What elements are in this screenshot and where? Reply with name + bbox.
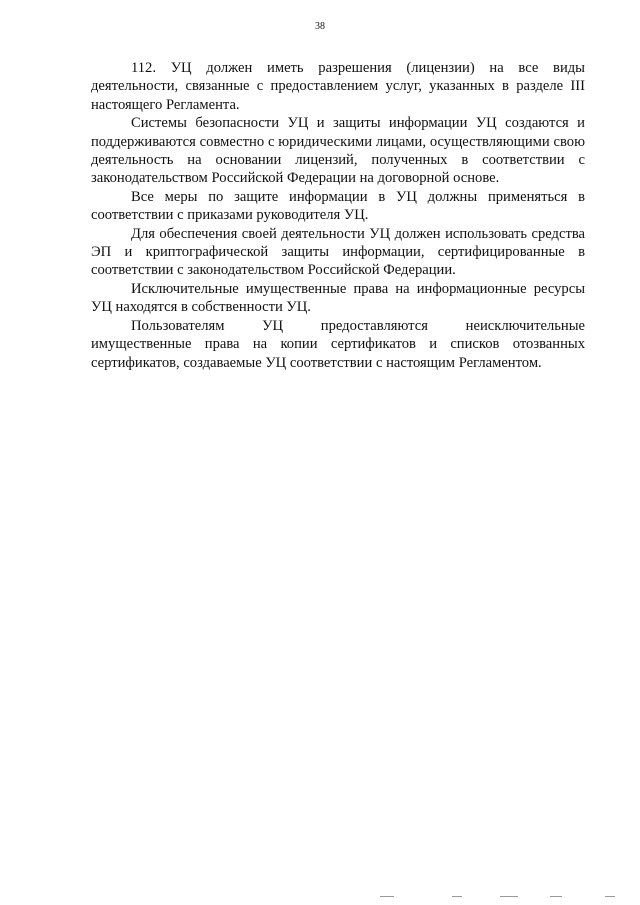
paragraph-crypto-means: Для обеспечения своей деятельности УЦ должен использовать средства ЭП и криптографической защиты информации, сертифицированные в соответствии с законодательством Российской Федерации.: [91, 225, 585, 279]
scan-artifact: [380, 896, 620, 899]
paragraph-user-rights: Пользователям УЦ предоставляются неисключительные имущественные права на копии сертификатов и списков отозванных сертификатов, создаваемые УЦ соответствии с настоящим Регламентом.: [91, 317, 585, 371]
paragraph-protection-measures: Все меры по защите информации в УЦ должны применяться в соответствии с приказами руководителя УЦ.: [91, 188, 585, 224]
paragraph-security-systems: Системы безопасности УЦ и защиты информации УЦ создаются и поддерживаются совместно с юридическими лицами, осуществляющими свою деятельность на основании лицензий, полученных в соответствии с законодательством Российской Федерации на договорной основе.: [91, 115, 585, 187]
paragraph-exclusive-rights: Исключительные имущественные права на информационные ресурсы УЦ находятся в собственности УЦ.: [91, 280, 585, 316]
paragraph-112: 112. УЦ должен иметь разрешения (лицензии) на все виды деятельности, связанные с предоставлением услуг, указанных в разделе III настоящего Регламента.: [91, 60, 585, 113]
page-number: 38: [315, 21, 325, 32]
document-body: [91, 59, 585, 372]
